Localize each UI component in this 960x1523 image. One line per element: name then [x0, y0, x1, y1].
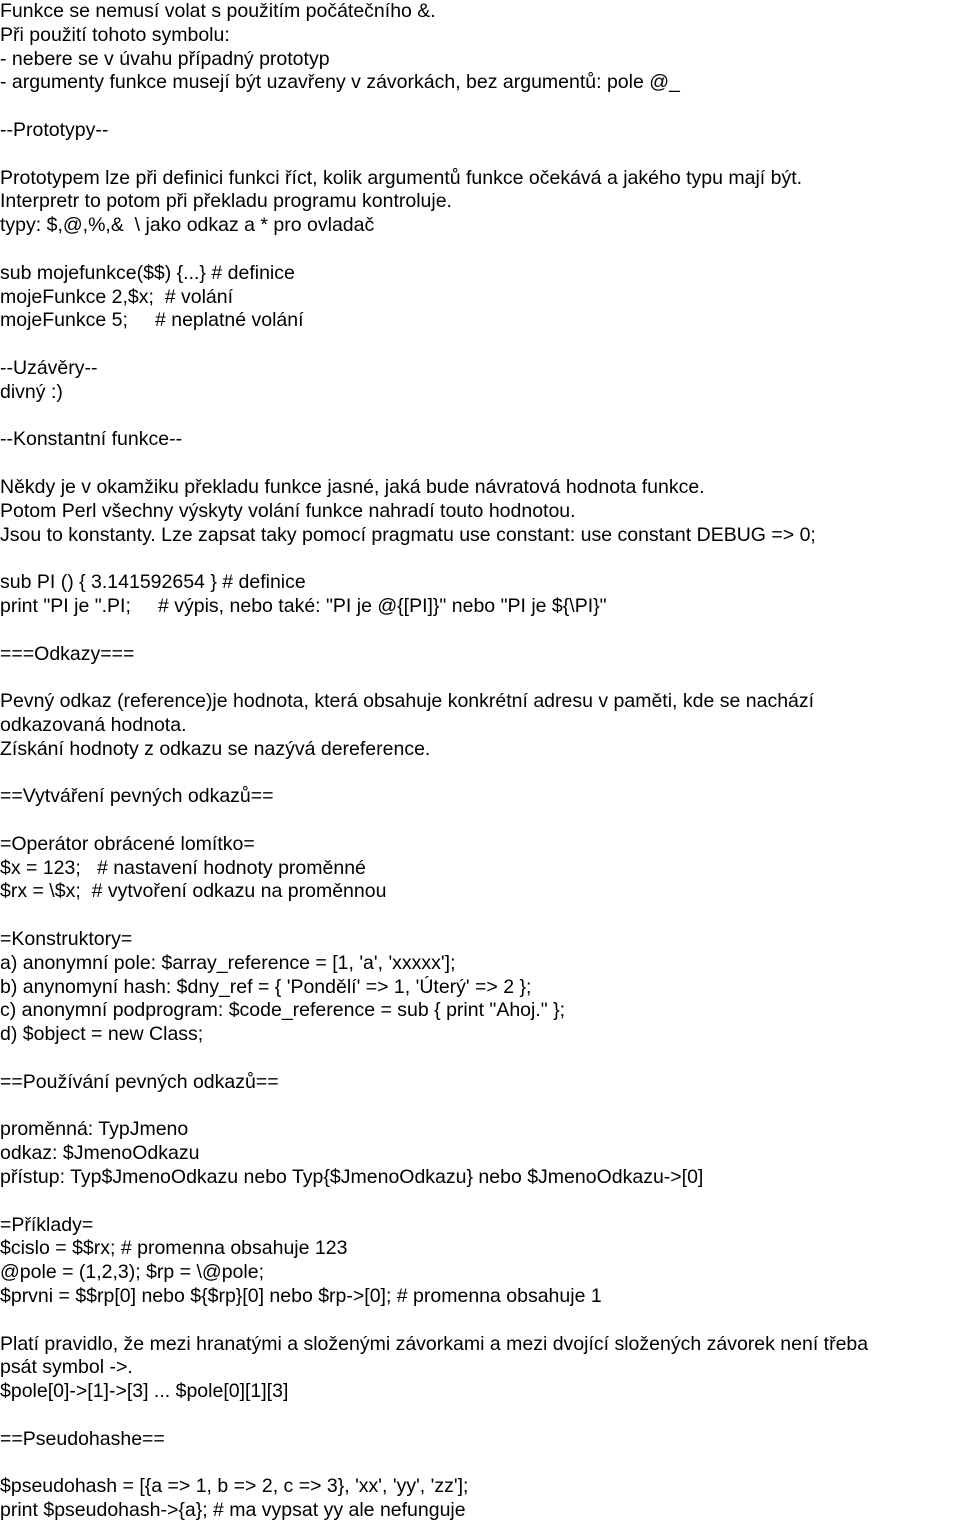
- text-line: =Příklady=: [0, 1213, 94, 1236]
- blank-line: [0, 1047, 960, 1071]
- text-line: typy: $,@,%,& \ jako odkaz a * pro ovladač: [0, 214, 375, 237]
- text-line: print $pseudohash->{a}; # ma vypsat yy ale nefunguje: [0, 1499, 466, 1522]
- blank-line: [0, 1095, 960, 1119]
- blank-line: [0, 143, 960, 167]
- blank-line: [0, 238, 960, 262]
- text-line: $prvni = $$rp[0] nebo ${$rp}[0] nebo $rp->[0]; # promenna obsahuje 1: [0, 1285, 602, 1308]
- blank-line: [0, 95, 960, 119]
- text-line: --Prototypy--: [0, 118, 109, 141]
- blank-line: [0, 333, 960, 357]
- text-line: =Konstruktory=: [0, 928, 133, 951]
- text-line: =Operátor obrácené lomítko=: [0, 832, 255, 855]
- text-line: ==Vytváření pevných odkazů==: [0, 785, 274, 808]
- text-line: přístup: Typ$JmenoOdkazu nebo Typ{$JmenoOdkazu} nebo $JmenoOdkazu->[0]: [0, 1166, 704, 1189]
- text-line: --Konstantní funkce--: [0, 428, 183, 451]
- text-line: ==Používání pevných odkazů==: [0, 1070, 279, 1093]
- text-line: sub mojefunkce($$) {...} # definice: [0, 261, 295, 284]
- blank-line: [0, 547, 960, 571]
- text-line: Někdy je v okamžiku překladu funkce jasné, jaká bude návratová hodnota funkce.: [0, 475, 705, 498]
- text-line: $pole[0]->[1]->[3] ... $pole[0][1][3]: [0, 1380, 289, 1403]
- text-line: odkaz: $JmenoOdkazu: [0, 1142, 200, 1165]
- text-line: Prototypem lze při definici funkci říct, kolik argumentů funkce očekává a jakého typu mají být.: [0, 166, 803, 189]
- blank-line: [0, 1190, 960, 1214]
- text-line: Jsou to konstanty. Lze zapsat taky pomocí pragmatu use constant: use constant DEBUG => 0;: [0, 523, 816, 546]
- text-line: odkazovaná hodnota.: [0, 713, 187, 736]
- text-line: ==Pseudohashe==: [0, 1427, 165, 1450]
- blank-line: [0, 452, 960, 476]
- text-line: Potom Perl všechny výskyty volání funkce nahradí touto hodnotou.: [0, 499, 576, 522]
- blank-line: [0, 1404, 960, 1428]
- text-line: Interpretr to potom při překladu programu kontroluje.: [0, 190, 452, 213]
- text-line: c) anonymní podprogram: $code_reference = sub { print "Ahoj." };: [0, 999, 566, 1022]
- blank-line: [0, 809, 960, 833]
- text-line: $cislo = $$rx; # promenna obsahuje 123: [0, 1237, 348, 1260]
- text-line: Platí pravidlo, že mezi hranatými a složenými závorkami a mezi dvojící složených závorek není třeba: [0, 1332, 869, 1355]
- blank-line: [0, 762, 960, 786]
- text-line: print "PI je ".PI; # výpis, nebo také: "PI je @{[PI]}" nebo "PI je ${\PI}": [0, 594, 607, 617]
- text-line: mojeFunkce 5; # neplatné volání: [0, 309, 304, 332]
- text-line: - argumenty funkce musejí být uzavřeny v závorkách, bez argumentů: pole @_: [0, 71, 680, 94]
- blank-line: [0, 1309, 960, 1333]
- text-line: ===Odkazy===: [0, 642, 135, 665]
- text-line: mojeFunkce 2,$x; # volání: [0, 285, 234, 308]
- text-line: Při použití tohoto symbolu:: [0, 23, 230, 46]
- text-line: sub PI () { 3.141592654 } # definice: [0, 571, 306, 594]
- text-line: a) anonymní pole: $array_reference = [1, 'a', 'xxxxx'];: [0, 951, 456, 974]
- text-line: $rx = \$x; # vytvoření odkazu na proměnnou: [0, 880, 387, 903]
- text-line: --Uzávěry--: [0, 356, 98, 379]
- text-line: psát symbol ->.: [0, 1356, 133, 1379]
- blank-line: [0, 666, 960, 690]
- text-line: Funkce se nemusí volat s použitím počátečního &.: [0, 0, 436, 22]
- blank-line: [0, 904, 960, 928]
- text-line: Získání hodnoty z odkazu se nazývá dereference.: [0, 737, 431, 760]
- text-line: d) $object = new Class;: [0, 1023, 204, 1046]
- text-line: $pseudohash = [{a => 1, b => 2, c => 3}, 'xx', 'yy', 'zz'];: [0, 1475, 469, 1498]
- text-line: Pevný odkaz (reference)je hodnota, která obsahuje konkrétní adresu v paměti, kde se nachází: [0, 690, 815, 713]
- text-line: - nebere se v úvahu případný prototyp: [0, 47, 330, 70]
- blank-line: [0, 405, 960, 429]
- text-line: proměnná: TypJmeno: [0, 1118, 189, 1141]
- text-line: b) anynomyní hash: $dny_ref = { 'Pondělí' => 1, 'Úterý' => 2 };: [0, 975, 532, 998]
- text-line: divný :): [0, 380, 63, 403]
- text-line: $x = 123; # nastavení hodnoty proměnné: [0, 856, 366, 879]
- blank-line: [0, 619, 960, 643]
- text-line: @pole = (1,2,3); $rp = \@pole;: [0, 1261, 264, 1284]
- blank-line: [0, 1452, 960, 1476]
